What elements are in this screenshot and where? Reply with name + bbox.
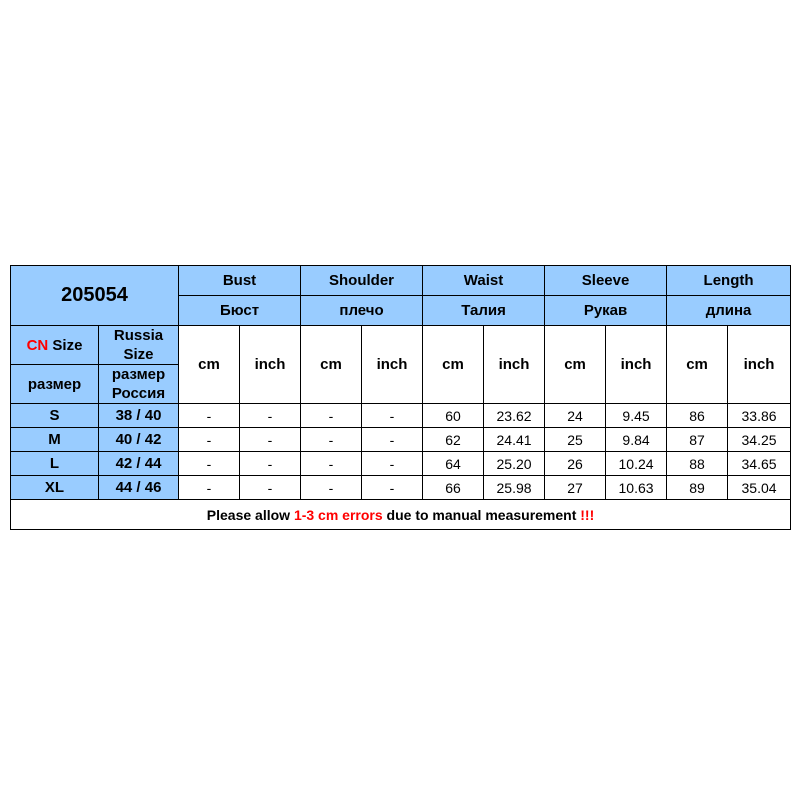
unit-row-top xyxy=(11,326,791,365)
waist-cm: 62 xyxy=(423,428,484,452)
waist-inch: 25.98 xyxy=(484,476,545,500)
col-bust-ru: Бюст xyxy=(179,296,301,326)
bust-inch: - xyxy=(240,452,301,476)
sleeve-inch: 9.45 xyxy=(606,404,667,428)
sleeve-cm: 26 xyxy=(545,452,606,476)
shoulder-cm: - xyxy=(301,404,362,428)
sleeve-cm-unit: cm xyxy=(545,326,606,404)
cn-label: CN xyxy=(26,336,49,354)
bust-cm: - xyxy=(179,404,240,428)
length-cm-unit: cm xyxy=(667,326,728,404)
length-inch: 34.65 xyxy=(728,452,791,476)
sleeve-inch-unit: inch xyxy=(606,326,667,404)
size-chart-table xyxy=(10,265,791,530)
sleeve-inch: 9.84 xyxy=(606,428,667,452)
length-inch-unit: inch xyxy=(728,326,791,404)
russia-size-label: Russia Size xyxy=(99,326,179,365)
length-inch: 33.86 xyxy=(728,404,791,428)
razmer-label: размер xyxy=(11,365,99,404)
bust-inch: - xyxy=(240,428,301,452)
shoulder-cm: - xyxy=(301,428,362,452)
col-length-en: Length xyxy=(667,266,791,296)
sleeve-cm: 25 xyxy=(545,428,606,452)
col-waist-en: Waist xyxy=(423,266,545,296)
sleeve-inch: 10.63 xyxy=(606,476,667,500)
russia-size: 40 / 42 xyxy=(99,428,179,452)
col-waist-ru: Талия xyxy=(423,296,545,326)
col-length-ru: длина xyxy=(667,296,791,326)
russia-size: 38 / 40 xyxy=(99,404,179,428)
cn-size: M xyxy=(11,428,99,452)
bust-inch: - xyxy=(240,404,301,428)
waist-inch: 25.20 xyxy=(484,452,545,476)
sleeve-cm: 27 xyxy=(545,476,606,500)
length-inch: 35.04 xyxy=(728,476,791,500)
size-label: Size xyxy=(52,336,83,354)
col-sleeve-ru: Рукав xyxy=(545,296,667,326)
cn-size: S xyxy=(11,404,99,428)
bust-cm-unit: cm xyxy=(179,326,240,404)
product-code: 205054 xyxy=(11,266,179,326)
note-prefix: Please allow xyxy=(206,506,294,523)
waist-cm: 64 xyxy=(423,452,484,476)
measurement-note xyxy=(11,500,791,530)
shoulder-inch: - xyxy=(362,404,423,428)
note-row xyxy=(11,500,791,530)
waist-inch: 23.62 xyxy=(484,404,545,428)
length-inch: 34.25 xyxy=(728,428,791,452)
shoulder-inch: - xyxy=(362,452,423,476)
shoulder-inch-unit: inch xyxy=(362,326,423,404)
waist-cm: 60 xyxy=(423,404,484,428)
shoulder-cm: - xyxy=(301,452,362,476)
waist-cm-unit: cm xyxy=(423,326,484,404)
shoulder-inch: - xyxy=(362,428,423,452)
note-suffix: !!! xyxy=(580,506,595,523)
bust-cm: - xyxy=(179,476,240,500)
col-shoulder-en: Shoulder xyxy=(301,266,423,296)
russia-size: 44 / 46 xyxy=(99,476,179,500)
sleeve-inch: 10.24 xyxy=(606,452,667,476)
note-highlight: 1-3 cm errors xyxy=(293,506,383,523)
cn-size: XL xyxy=(11,476,99,500)
length-cm: 86 xyxy=(667,404,728,428)
header-row-english xyxy=(11,266,791,296)
waist-inch-unit: inch xyxy=(484,326,545,404)
table-row xyxy=(11,476,791,500)
shoulder-cm: - xyxy=(301,476,362,500)
col-bust-en: Bust xyxy=(179,266,301,296)
shoulder-cm-unit: cm xyxy=(301,326,362,404)
bust-inch: - xyxy=(240,476,301,500)
sleeve-cm: 24 xyxy=(545,404,606,428)
russia-size: 42 / 44 xyxy=(99,452,179,476)
cn-size-label xyxy=(11,326,99,365)
shoulder-inch: - xyxy=(362,476,423,500)
bust-inch-unit: inch xyxy=(240,326,301,404)
table-row xyxy=(11,428,791,452)
length-cm: 88 xyxy=(667,452,728,476)
col-sleeve-en: Sleeve xyxy=(545,266,667,296)
col-shoulder-ru: плечо xyxy=(301,296,423,326)
cn-size: L xyxy=(11,452,99,476)
razmer-rossiya-label: размер Россия xyxy=(99,365,179,404)
note-middle: due to manual measurement xyxy=(382,506,581,523)
waist-inch: 24.41 xyxy=(484,428,545,452)
table-row xyxy=(11,452,791,476)
waist-cm: 66 xyxy=(423,476,484,500)
length-cm: 87 xyxy=(667,428,728,452)
bust-cm: - xyxy=(179,428,240,452)
bust-cm: - xyxy=(179,452,240,476)
length-cm: 89 xyxy=(667,476,728,500)
table-row xyxy=(11,404,791,428)
